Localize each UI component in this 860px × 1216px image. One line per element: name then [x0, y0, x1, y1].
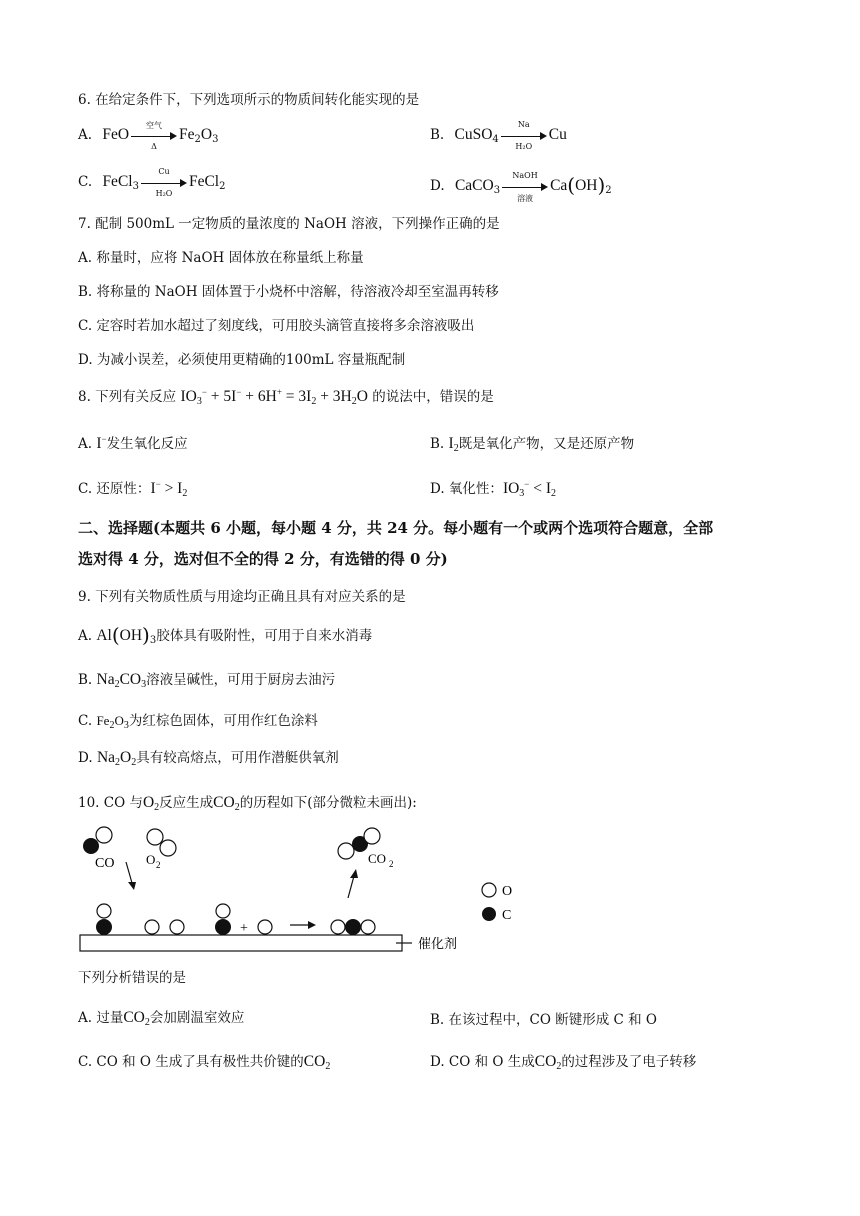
section-heading-1: 二、选择题(本题共 6 小题，每小题 4 分，共 24 分。每小题有一个或两个选项符合题意，全部	[78, 519, 714, 537]
co-label: CO	[95, 856, 115, 871]
right-arrow-icon	[308, 921, 316, 929]
q8-option-d[interactable]: D. 氧化性：$IO_3^- < I_2$	[430, 479, 557, 499]
o2-sub: 2	[156, 860, 161, 870]
q10-sub-stem: 下列分析错误的是	[78, 970, 186, 986]
reaction-arrow-icon: 空气 Δ	[131, 129, 177, 143]
q8-option-c[interactable]: C. 还原性：$I^- > I_2$	[78, 479, 188, 499]
q10-option-d[interactable]: D. CO 和 O 生成$CO_2$的过程涉及了电子转移	[430, 1053, 697, 1072]
q6-option-c[interactable]: C. FeCl$_3$ $\frac{Cu}{\text{H₂O}}$ FeCl$_2$	[78, 166, 226, 198]
q7-option-a[interactable]: A. 称量时，应将 NaOH 固体放在称量纸上称量	[78, 250, 364, 266]
up-arrow-icon	[350, 869, 358, 878]
q6-stem: 6. 在给定条件下，下列选项所示的物质间转化能实现的是	[78, 92, 420, 108]
q9-option-d[interactable]: D. $Na_2O_2$具有较高熔点，可用作潜艇供氧剂	[78, 749, 339, 768]
q10-option-b[interactable]: B. 在该过程中，CO 断键形成 C 和 O	[430, 1012, 657, 1028]
down-arrow-icon	[128, 882, 136, 890]
q6-option-a[interactable]: A. FeO 空气 Δ $Fe_2O_3$	[78, 120, 219, 151]
q9-option-a[interactable]: A. $Al(OH)_3$胶体具有吸附性，可用于自来水消毒	[78, 623, 373, 647]
q10-stem: 10. CO 与$O_2$反应生成$CO_2$的历程如下(部分微粒未画出):	[78, 794, 417, 813]
co2-sub: 2	[389, 859, 394, 869]
reaction-arrow-icon: NaOH 溶液	[502, 180, 548, 194]
legend-o-label: O	[502, 884, 513, 899]
q8-option-a[interactable]: A. I−发生氧化反应	[78, 434, 188, 452]
co-molecule-icon	[83, 827, 112, 854]
q8-stem: 8. 下列有关反应 $IO_3^- + 5I^- + 6H^+ = 3I_2 + 3H_2O$ 的说法中，错误的是	[78, 387, 494, 407]
legend-c-icon	[482, 907, 496, 921]
q9-stem: 9. 下列有关物质性质与用途均正确且具有对应关系的是	[78, 589, 406, 605]
co2-label: CO	[368, 851, 387, 866]
plus-sign: +	[240, 921, 248, 936]
q7-option-c[interactable]: C. 定容时若加水超过了刻度线，可用胶头滴管直接将多余溶液吸出	[78, 318, 475, 334]
catalyst-surface	[80, 935, 402, 951]
legend-o-icon	[482, 883, 496, 897]
q7-stem: 7. 配制 500mL 一定物质的量浓度的 NaOH 溶液，下列操作正确的是	[78, 216, 500, 232]
legend-c-label: C	[502, 908, 512, 923]
reaction-arrow-icon: $\frac{Na}{\text{H₂O}}$	[501, 129, 547, 143]
o2-label: O	[146, 852, 156, 867]
q7-option-d[interactable]: D. 为减小误差，必须使用更精确的100mL 容量瓶配制	[78, 352, 406, 368]
q9-option-b[interactable]: B. $Na_2CO_3$溶液呈碱性，可用于厨房去油污	[78, 671, 336, 690]
q8-option-b[interactable]: B. $I_2$既是氧化产物，又是还原产物	[430, 435, 635, 454]
q8-equation: $IO_3^- + 5I^- + 6H^+ = 3I_2 + 3H_2O$	[180, 387, 368, 407]
q10-option-a[interactable]: A. 过量$CO_2$会加剧温室效应	[78, 1009, 245, 1028]
section-heading-2: 选对得 4 分，选对但不全的得 2 分，有选错的得 0 分)	[78, 550, 448, 568]
catalyst-label: 催化剂	[418, 937, 458, 952]
q6-option-d[interactable]: D. CaCO$_3$ NaOH 溶液 $Ca(OH)_2$	[430, 170, 612, 203]
reaction-arrow-icon: $\frac{Cu}{\text{H₂O}}$	[141, 176, 187, 190]
q6-option-b[interactable]: B. CuSO$_4$ $\frac{Na}{\text{H₂O}}$ Cu	[430, 119, 567, 151]
q7-option-b[interactable]: B. 将称量的 NaOH 固体置于小烧杯中溶解，待溶液冷却至室温再转移	[78, 284, 499, 300]
q10-option-c[interactable]: C. CO 和 O 生成了具有极性共价键的$CO_2$	[78, 1053, 331, 1072]
q9-option-c[interactable]: C. $Fe_2O_3$为红棕色固体，可用作红色涂料	[78, 713, 318, 731]
